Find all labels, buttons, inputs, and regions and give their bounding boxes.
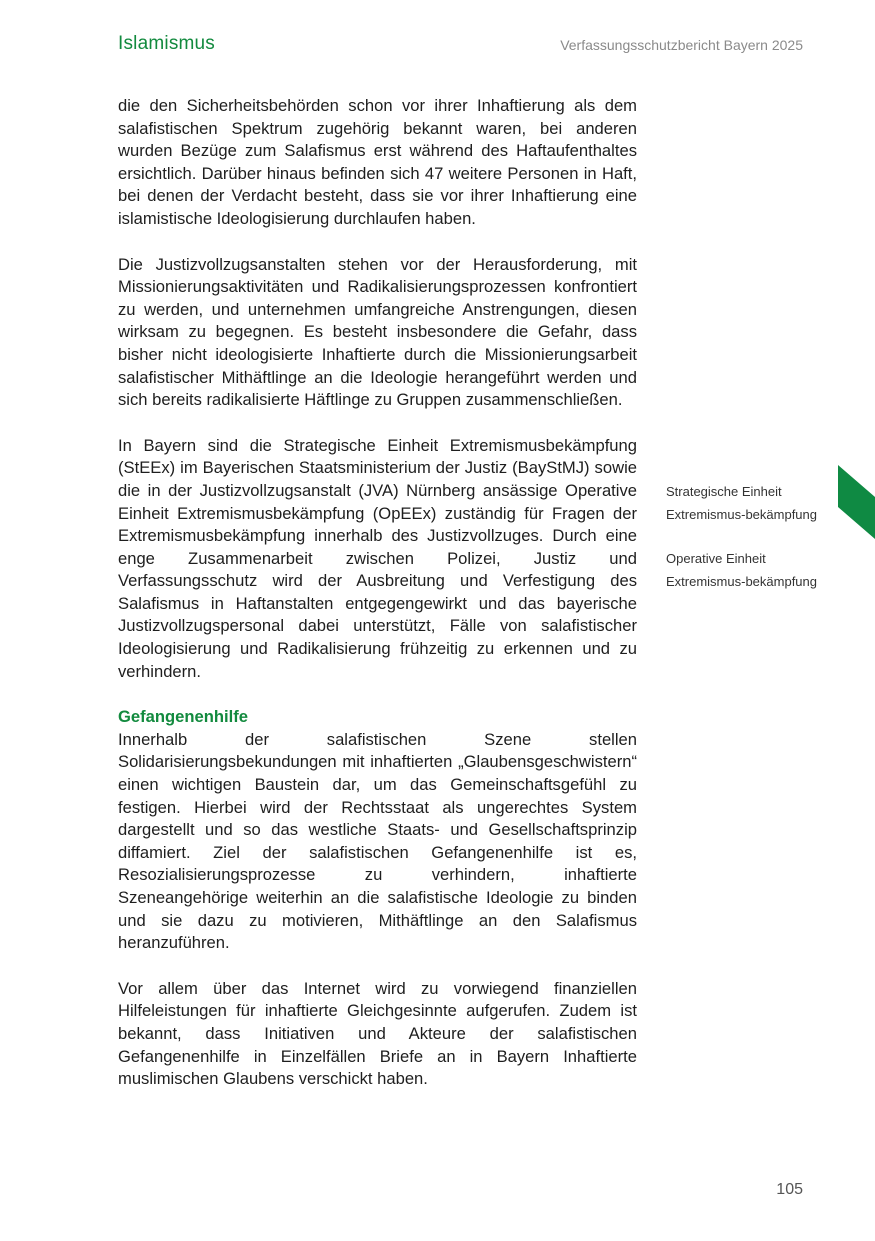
chapter-tab-marker [838,465,875,539]
body-paragraph-5: Vor allem über das Internet wird zu vorwiegend finanziellen Hilfeleistungen für inhaftierte Gleichgesinnte aufgerufen. Zudem ist bekannt, dass Initiativen und Akteure der salafistischen Gefangenenhilfe in Einzelfällen Briefe an in Bayern Inhaftierte muslimischen Glaubens verschickt haben. [118,978,637,1089]
main-text-column [118,95,637,1114]
margin-note-steex: Strategische Einheit Extremismus-bekämpfung [666,484,817,522]
section-title: Islamismus [118,33,216,54]
margin-notes [666,481,826,615]
subheading-gefangenenhilfe: Gefangenenhilfe [118,707,249,727]
body-paragraph-1: die den Sicherheitsbehörden schon vor ihrer Inhaftierung als dem salafistischen Spektrum zugehörig bekannt waren, bei anderen wurden Bezüge zum Salafismus erst während des Haftaufenthaltes ersichtlich. Darüber hinaus befinden sich 47 weitere Personen in Haft, bei denen der Verdacht besteht, dass sie vor ihrer Inhaftierung eine islamistische Ideologisierung durchlaufen haben. [118,96,637,228]
report-title: Verfassungsschutzbericht Bayern 2025 [560,37,803,53]
margin-note-opeex: Operative Einheit Extremismus-bekämpfung [666,551,817,589]
body-paragraph-3: In Bayern sind die Strategische Einheit Extremismusbekämpfung (StEEx) im Bayerischen Staatsministerium der Justiz (BayStMJ) sowie die in der Justizvollzugsanstalt (JVA) Nürnberg ansässige Operative Einheit Extremismusbekämpfung (OpEEx) zuständig für Fragen der Extremismusbekämpfung innerhalb des Justizvollzuges. Durch eine enge Zusammenarbeit zwischen Polizei, Justiz und Verfassungsschutz wird der Ausbreitung und Verfestigung des Salafismus in Haftanstalten entgegengewirkt und das bayerische Justizvollzugspersonal dabei unterstützt, Fälle von salafistischer Ideologisierung und Radikalisierung frühzeitig zu erkennen und zu verhindern. [118,435,637,681]
page-number: 105 [776,1181,803,1198]
body-paragraph-4: Innerhalb der salafistischen Szene stellen Solidarisierungsbekundungen mit inhaftierten „Glaubensgeschwistern“ einen wichtigen Baustein dar, um das Gemeinschaftsgefühl zu festigen. Hierbei wird der Rechtsstaat als ungerechtes System dargestellt und so das westliche Staats- und Gesellschaftsprinzip diffamiert. Ziel der salafistischen Gefangenenhilfe ist es, Resozialisierungsprozesse zu verhindern, inhaftierte Szeneangehörige weiterhin an die salafistische Ideologie zu binden und sie dazu zu motivieren, Mithäftlinge an den Salafismus heranzuführen. [118,729,637,953]
body-paragraph-2: Die Justizvollzugsanstalten stehen vor der Herausforderung, mit Missionierungsaktivitäten und Radikalisierungsprozessen konfrontiert zu werden, und unternehmen umfangreiche Anstrengungen, diesen wirksam zu begegnen. Es besteht insbesondere die Gefahr, dass bisher nicht ideologisierte Inhaftierte durch die Missionierungsarbeit salafistischer Mithäftlinge an die Ideologie herangeführt werden und sich bereits radikalisierte Häftlinge zu Gruppen zusammenschließen. [118,254,637,410]
